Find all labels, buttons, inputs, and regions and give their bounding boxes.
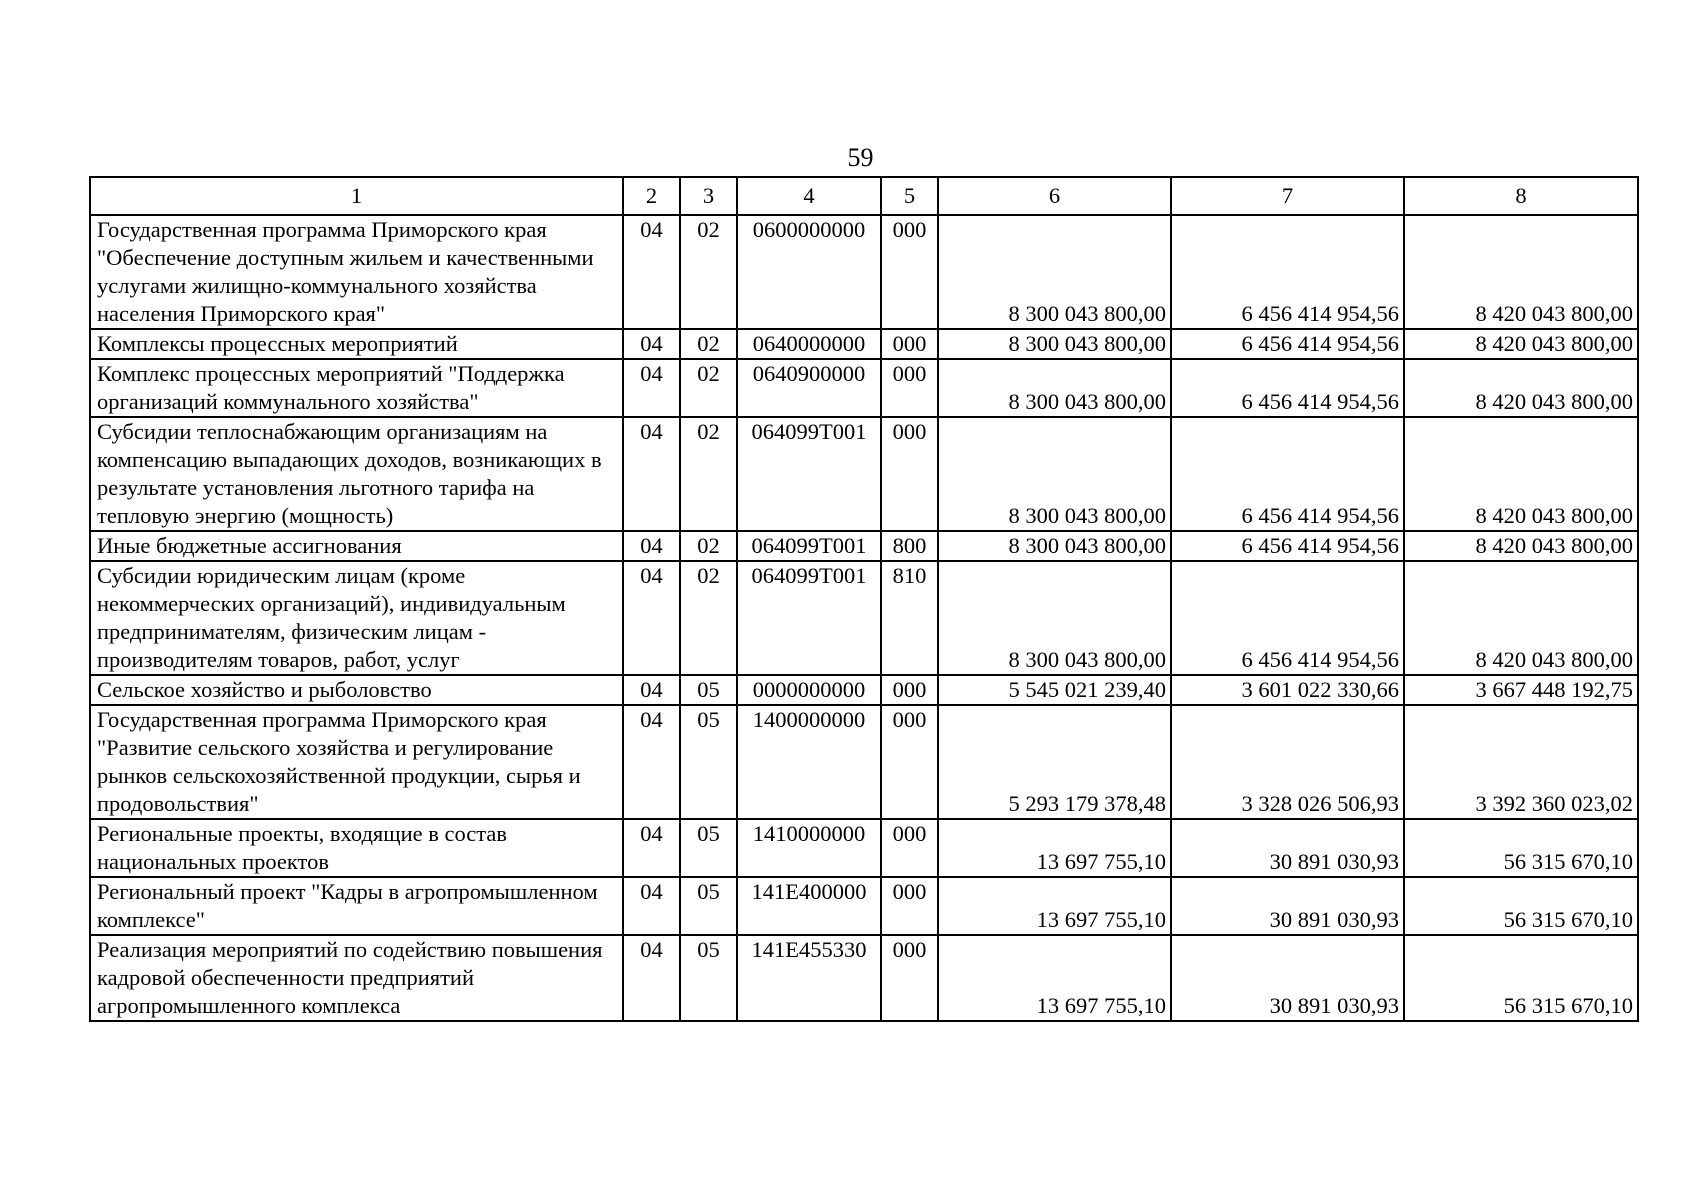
header-cell-1: 1 bbox=[90, 177, 623, 215]
amount-col6-cell: 13 697 755,10 bbox=[938, 877, 1171, 935]
amount-col7-cell: 6 456 414 954,56 bbox=[1171, 531, 1404, 561]
row-name-cell: Реализация мероприятий по содействию повышения кадровой обеспеченности предприятий агропромышленного комплекса bbox=[90, 935, 623, 1021]
section-code-cell: 04 bbox=[623, 329, 680, 359]
amount-col8-cell: 56 315 670,10 bbox=[1404, 877, 1638, 935]
section-code-cell: 04 bbox=[623, 359, 680, 417]
row-name-cell: Сельское хозяйство и рыболовство bbox=[90, 675, 623, 705]
amount-col6-cell: 8 300 043 800,00 bbox=[938, 329, 1171, 359]
amount-col7-cell: 30 891 030,93 bbox=[1171, 819, 1404, 877]
expense-type-cell: 000 bbox=[881, 935, 938, 1021]
table-row bbox=[90, 531, 1638, 561]
table-row bbox=[90, 705, 1638, 819]
section-code-cell: 04 bbox=[623, 877, 680, 935]
target-article-cell: 1400000000 bbox=[737, 705, 881, 819]
subsection-code-cell: 05 bbox=[680, 935, 737, 1021]
section-code-cell: 04 bbox=[623, 531, 680, 561]
target-article-cell: 064099Т001 bbox=[737, 417, 881, 531]
subsection-code-cell: 05 bbox=[680, 705, 737, 819]
target-article-cell: 064099Т001 bbox=[737, 561, 881, 675]
expense-type-cell: 000 bbox=[881, 877, 938, 935]
expense-type-cell: 000 bbox=[881, 675, 938, 705]
amount-col7-cell: 6 456 414 954,56 bbox=[1171, 561, 1404, 675]
amount-col7-cell: 3 328 026 506,93 bbox=[1171, 705, 1404, 819]
amount-col6-cell: 8 300 043 800,00 bbox=[938, 417, 1171, 531]
header-cell-8: 8 bbox=[1404, 177, 1638, 215]
amount-col6-cell: 5 545 021 239,40 bbox=[938, 675, 1171, 705]
subsection-code-cell: 02 bbox=[680, 215, 737, 329]
target-article-cell: 0640000000 bbox=[737, 329, 881, 359]
header-cell-3: 3 bbox=[680, 177, 737, 215]
amount-col6-cell: 8 300 043 800,00 bbox=[938, 561, 1171, 675]
subsection-code-cell: 05 bbox=[680, 675, 737, 705]
target-article-cell: 0640900000 bbox=[737, 359, 881, 417]
header-cell-7: 7 bbox=[1171, 177, 1404, 215]
expense-type-cell: 000 bbox=[881, 359, 938, 417]
page-number: 59 bbox=[847, 143, 874, 172]
table-row bbox=[90, 359, 1638, 417]
amount-col8-cell: 56 315 670,10 bbox=[1404, 819, 1638, 877]
header-cell-6: 6 bbox=[938, 177, 1171, 215]
amount-col6-cell: 13 697 755,10 bbox=[938, 819, 1171, 877]
amount-col7-cell: 6 456 414 954,56 bbox=[1171, 329, 1404, 359]
row-name-cell: Иные бюджетные ассигнования bbox=[90, 531, 623, 561]
amount-col7-cell: 30 891 030,93 bbox=[1171, 935, 1404, 1021]
subsection-code-cell: 05 bbox=[680, 819, 737, 877]
amount-col7-cell: 30 891 030,93 bbox=[1171, 877, 1404, 935]
subsection-code-cell: 02 bbox=[680, 417, 737, 531]
row-name-cell: Комплекс процессных мероприятий "Поддержка организаций коммунального хозяйства" bbox=[90, 359, 623, 417]
row-name-cell: Государственная программа Приморского края "Обеспечение доступным жильем и качественными услугами жилищно-коммунального хозяйства населения Приморского края" bbox=[90, 215, 623, 329]
amount-col7-cell: 3 601 022 330,66 bbox=[1171, 675, 1404, 705]
amount-col7-cell: 6 456 414 954,56 bbox=[1171, 417, 1404, 531]
target-article-cell: 0600000000 bbox=[737, 215, 881, 329]
amount-col6-cell: 8 300 043 800,00 bbox=[938, 215, 1171, 329]
table-row bbox=[90, 561, 1638, 675]
header-cell-4: 4 bbox=[737, 177, 881, 215]
amount-col8-cell: 8 420 043 800,00 bbox=[1404, 417, 1638, 531]
target-article-cell: 141Е455330 bbox=[737, 935, 881, 1021]
amount-col8-cell: 56 315 670,10 bbox=[1404, 935, 1638, 1021]
subsection-code-cell: 02 bbox=[680, 531, 737, 561]
row-name-cell: Региональные проекты, входящие в состав национальных проектов bbox=[90, 819, 623, 877]
table-row bbox=[90, 215, 1638, 329]
expense-type-cell: 000 bbox=[881, 329, 938, 359]
target-article-cell: 1410000000 bbox=[737, 819, 881, 877]
table-row bbox=[90, 675, 1638, 705]
header-cell-2: 2 bbox=[623, 177, 680, 215]
row-name-cell: Государственная программа Приморского края "Развитие сельского хозяйства и регулирование рынков сельскохозяйственной продукции, сырья и продовольствия" bbox=[90, 705, 623, 819]
section-code-cell: 04 bbox=[623, 561, 680, 675]
amount-col8-cell: 8 420 043 800,00 bbox=[1404, 359, 1638, 417]
expense-type-cell: 000 bbox=[881, 417, 938, 531]
row-name-cell: Субсидии теплоснабжающим организациям на компенсацию выпадающих доходов, возникающих в результате установления льготного тарифа на тепловую энергию (мощность) bbox=[90, 417, 623, 531]
amount-col8-cell: 8 420 043 800,00 bbox=[1404, 215, 1638, 329]
table-row bbox=[90, 877, 1638, 935]
header-cell-5: 5 bbox=[881, 177, 938, 215]
subsection-code-cell: 02 bbox=[680, 359, 737, 417]
table-row bbox=[90, 819, 1638, 877]
subsection-code-cell: 05 bbox=[680, 877, 737, 935]
amount-col8-cell: 8 420 043 800,00 bbox=[1404, 531, 1638, 561]
amount-col8-cell: 3 392 360 023,02 bbox=[1404, 705, 1638, 819]
amount-col7-cell: 6 456 414 954,56 bbox=[1171, 215, 1404, 329]
section-code-cell: 04 bbox=[623, 705, 680, 819]
table-row bbox=[90, 329, 1638, 359]
budget-table bbox=[89, 176, 1639, 1022]
amount-col8-cell: 8 420 043 800,00 bbox=[1404, 329, 1638, 359]
amount-col6-cell: 13 697 755,10 bbox=[938, 935, 1171, 1021]
expense-type-cell: 800 bbox=[881, 531, 938, 561]
target-article-cell: 064099Т001 bbox=[737, 531, 881, 561]
amount-col6-cell: 8 300 043 800,00 bbox=[938, 359, 1171, 417]
row-name-cell: Комплексы процессных мероприятий bbox=[90, 329, 623, 359]
section-code-cell: 04 bbox=[623, 215, 680, 329]
expense-type-cell: 810 bbox=[881, 561, 938, 675]
section-code-cell: 04 bbox=[623, 935, 680, 1021]
subsection-code-cell: 02 bbox=[680, 561, 737, 675]
section-code-cell: 04 bbox=[623, 417, 680, 531]
amount-col8-cell: 3 667 448 192,75 bbox=[1404, 675, 1638, 705]
amount-col7-cell: 6 456 414 954,56 bbox=[1171, 359, 1404, 417]
row-name-cell: Региональный проект "Кадры в агропромышленном комплексе" bbox=[90, 877, 623, 935]
subsection-code-cell: 02 bbox=[680, 329, 737, 359]
section-code-cell: 04 bbox=[623, 675, 680, 705]
table-header-row bbox=[90, 177, 1638, 215]
expense-type-cell: 000 bbox=[881, 819, 938, 877]
expense-type-cell: 000 bbox=[881, 215, 938, 329]
table-row bbox=[90, 935, 1638, 1021]
expense-type-cell: 000 bbox=[881, 705, 938, 819]
target-article-cell: 141Е400000 bbox=[737, 877, 881, 935]
amount-col6-cell: 8 300 043 800,00 bbox=[938, 531, 1171, 561]
table-row bbox=[90, 417, 1638, 531]
row-name-cell: Субсидии юридическим лицам (кроме некоммерческих организаций), индивидуальным предпринимателям, физическим лицам - производителям товаров, работ, услуг bbox=[90, 561, 623, 675]
amount-col8-cell: 8 420 043 800,00 bbox=[1404, 561, 1638, 675]
amount-col6-cell: 5 293 179 378,48 bbox=[938, 705, 1171, 819]
section-code-cell: 04 bbox=[623, 819, 680, 877]
target-article-cell: 0000000000 bbox=[737, 675, 881, 705]
